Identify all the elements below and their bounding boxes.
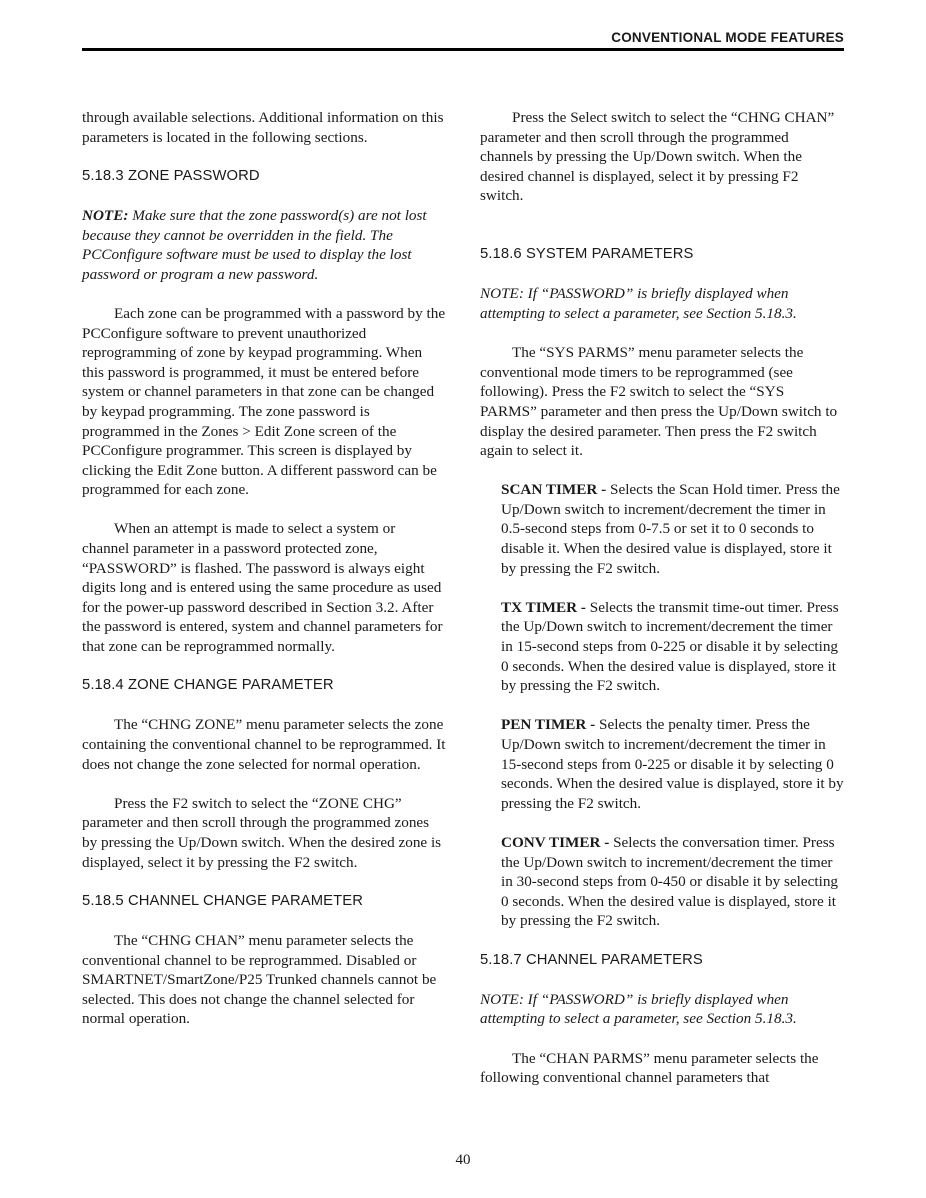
right-column: [480, 108, 844, 1107]
channel-parameters-note: NOTE: If “PASSWORD” is briefly displayed when attempting to select a parameter, see Section 5.18.3.: [480, 990, 797, 1028]
zone-change-paragraph-2: Press the F2 switch to select the “ZONE CHG” parameter and then scroll through the programmed zones by pressing the Up/Down switch. When the desired zone is displayed, select it by pressing the F2 switch.: [82, 794, 442, 871]
zone-password-note: [82, 206, 446, 284]
param-text: Selects the Scan Hold timer. Press the Up/Down switch to increment/decrement the timer in 0.5-second steps from 0-7.5 or set it to 0 seconds to disable it. When the desired value is displayed, store it by pressing the F2 switch.: [501, 481, 840, 577]
page-header: [82, 28, 844, 50]
heading-channel-parameters: 5.18.7 CHANNEL PARAMETERS: [480, 951, 703, 968]
zone-password-paragraph-1: Each zone can be programmed with a password by the PCConfigure software to prevent unauthorized reprogramming of zone by keypad programming. When this password is programmed, it must be entered before system or channel parameters in that zone can be changed by keypad programming. The zone password is programmed in the Zones > Edit Zone screen of the PCConfigure programmer. This screen is displayed by clicking the Edit Zone button. A different password can be programmed for each zone.: [82, 304, 446, 499]
param-text: Selects the conversation timer. Press the Up/Down switch to increment/decrement the timer in 30-second steps from 0-450 or disable it by selecting 0 seconds. When the desired value is displayed, store it by pressing the F2 switch.: [501, 833, 839, 930]
zone-change-paragraph-1: The “CHNG ZONE” menu parameter selects the zone containing the conventional channel to be reprogrammed. It does not change the zone selected for normal operation.: [82, 716, 446, 773]
param-scan-timer: [480, 480, 844, 578]
system-parameters-note: NOTE: If “PASSWORD” is briefly displayed when attempting to select a parameter, see Section 5.18.3.: [480, 285, 797, 322]
left-column: [82, 108, 446, 1049]
param-text: Selects the transmit time-out timer. Press the Up/Down switch to increment/decrement the timer in 15-second steps from 0-225 or disable it by selecting 0 seconds. When the desired value is displayed, store it by pressing the F2 switch.: [501, 598, 839, 695]
zone-password-paragraph-2: When an attempt is made to select a system or channel parameter in a password protected zone, “PASSWORD” is flashed. The password is always eight digits long and is entered using the same procedure as used for the power-up password described in Section 3.2. After the password is entered, system and channel parameters for that zone can be reprogrammed normally.: [82, 520, 443, 656]
param-pen-timer: [480, 715, 844, 813]
channel-change-paragraph-2: Press the Select switch to select the “CHNG CHAN” parameter and then scroll through the programmed channels by pressing the Up/Down switch. When the desired channel is displayed, select it by pressing F2 switch.: [480, 109, 835, 205]
param-term: SCAN TIMER -: [501, 481, 607, 499]
channel-parameters-paragraph: The “CHAN PARMS” menu parameter selects the following conventional channel parameters that: [480, 1049, 819, 1087]
intro-paragraph: through available selections. Additional information on this parameters is located in the following sections.: [82, 109, 444, 146]
page-number: 40: [455, 1152, 471, 1168]
param-tx-timer: [480, 598, 844, 696]
system-parameters-paragraph: The “SYS PARMS” menu parameter selects the conventional mode timers to be reprogrammed (see following). Press the F2 switch to select the “SYS PARMS” parameter and then press the Up/Down switch to display the desired parameter. Then press the F2 switch again to select it.: [480, 344, 838, 460]
channel-change-paragraph-1: The “CHNG CHAN” menu parameter selects the conventional channel to be reprogrammed. Disabled or SMARTNET/SmartZone/P25 Trunked channels cannot be selected. This does not change the channel selected for normal operation.: [82, 931, 437, 1028]
spacer: [480, 226, 844, 246]
param-term: CONV TIMER -: [501, 833, 610, 851]
param-text: Selects the penalty timer. Press the Up/Down switch to increment/decrement the timer in 15-second steps from 0-225 or disable it by selecting 0 seconds. When the desired value is displayed, store it by pressing the F2 switch.: [501, 716, 844, 812]
heading-system-parameters: 5.18.6 SYSTEM PARAMETERS: [480, 246, 694, 263]
param-term: PEN TIMER -: [501, 716, 596, 734]
header-title: CONVENTIONAL MODE FEATURES: [611, 30, 844, 45]
note-text: Make sure that the zone password(s) are not lost because they cannot be overridden in the field. The PCConfigure software must be used to display the lost password or program a new password.: [82, 206, 427, 283]
note-label: NOTE:: [82, 206, 129, 224]
param-conv-timer: [480, 833, 844, 931]
header-rule: [82, 48, 844, 51]
param-term: TX TIMER -: [501, 598, 586, 616]
heading-zone-change: 5.18.4 ZONE CHANGE PARAMETER: [82, 677, 334, 694]
heading-channel-change: 5.18.5 CHANNEL CHANGE PARAMETER: [82, 892, 364, 909]
heading-zone-password: 5.18.3 ZONE PASSWORD: [82, 167, 260, 184]
